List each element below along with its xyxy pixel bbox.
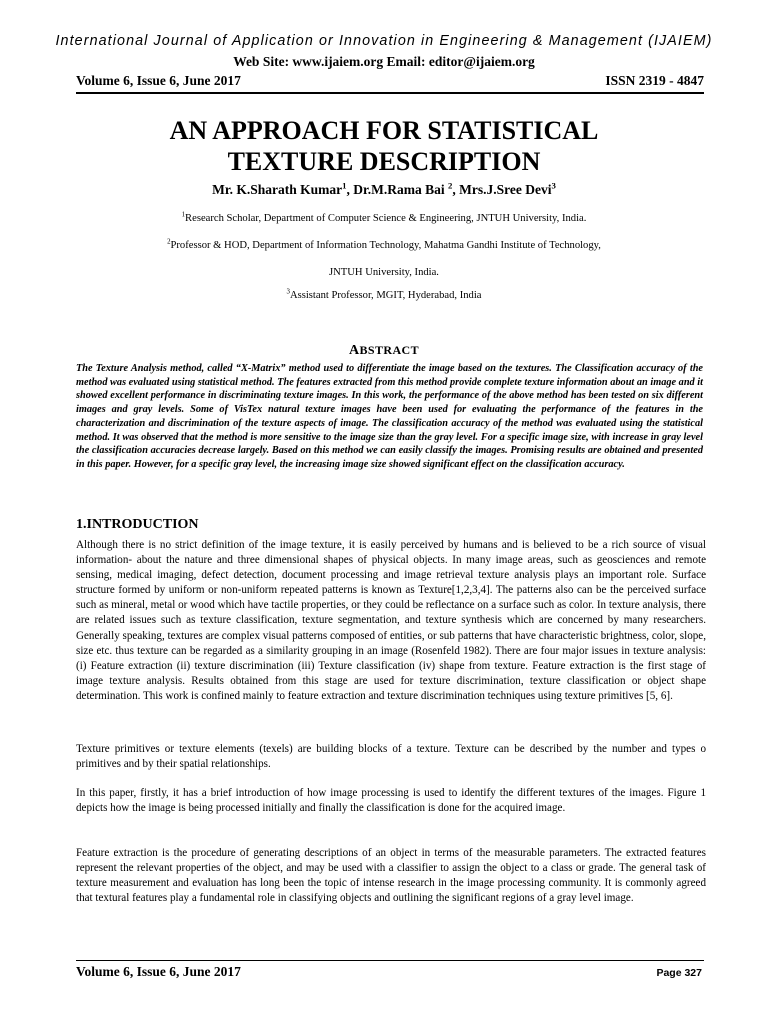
intro-paragraph-1: Although there is no strict definition of the image texture, it is easily perceived by humans and is believed to be a rich source of visual information- about the nature and three dimensional shapes of physical objects. In many image areas, such as geosciences and remote sensing, medical imaging, defect detection, document processing and image retrieval texture analysis plays an important role. Surface structure formed by uniform or non-uniform repeated patterns is known as Texture[1,2,3,4]. The patterns also can be the perceived surface such as mineral, metal or wood which have tactile properties, or they could be reflectance on a surface such as color. In texture analysis, there are related issues such as texture classification, texture segmentation, and texture synthesis which are concerned by many researchers. Generally speaking, textures are complex visual patterns composed of entities, or sub patterns that have characteristic brightness, color, slope, size etc. thus texture can be regarded as a similarity grouping in an image (Rosenfeld 1982). There are four major issues in texture analysis: (i) Feature extraction (ii) texture discrimination (iii) Texture classification (iv) shape from texture. Feature extraction is the first stage of image texture analysis. Results obtained from this stage are used for texture discrimination, texture classification or object shape determination. This work is confined mainly to feature extraction and texture discrimination techniques using texture primitives [5, 6]. (76, 539, 706, 702)
intro-paragraph-4: Feature extraction is the procedure of generating descriptions of an object in terms of the measurable parameters. The extracted features represent the relevant properties of the object, and may be used with a classifier to assign the object to a class or grade. The general task of texture measurement and evaluation has long been the topic of intense research in the image processing community. It is commonly agreed that textural features play a fundamental role in classifying objects and outlining the significant regions of a gray level image. (76, 847, 706, 905)
footer-volume: Volume 6, Issue 6, June 2017 (76, 964, 241, 979)
page-number: Page 327 (656, 967, 702, 979)
author-2: Dr.M.Rama Bai $^2$, (353, 180, 460, 197)
title-line-1: AN APPROACH FOR STATISTICAL (169, 116, 599, 145)
journal-name: International Journal of Application or Innovation in Engineering & Management (IJAIEM) (55, 33, 713, 49)
author-1: Mr. K.Sharath Kumar$^1$, (212, 180, 354, 197)
journal-website-email: Web Site: www.ijaiem.org Email: editor@ijaiem.org (233, 54, 535, 69)
section-heading-introduction: 1.INTRODUCTION (76, 517, 199, 532)
intro-paragraph-3: In this paper, firstly, it has a brief introduction of how image processing is used to identify the different textures of the images. Figure 1 depicts how the image is being processed initially and finally the classification is done for the acquired image. (76, 787, 706, 815)
abstract-text: The Texture Analysis method, called “X-Matrix” method used to differentiate the image based on the textures. The Classification accuracy of the method was evaluated using statistical method. The features extracted from this method provide complete texture information about an image and it showed excellent performance in discriminating texture images. In this work, the performance of the above method has been tested on six different images and gray levels. Some of VisTex natural texture images have been used for evaluating the performance of the features in the characterization and discrimination of the texture aspects of image. The classification accuracy of the method was evaluated using the statistical method. It was observed that the method is more sensitive to the image size than the gray level. For a specific image size, with increase in gray level the classification accuracies decrease largely. Based on this method we can easily classify the images. Promising results are obtained and presented in this paper. However, for a specific gray level, the increasing image size showed significant effect on the classification accuracy. (76, 363, 703, 470)
author-3: Mrs.J.Sree Devi$^3$ (459, 180, 556, 197)
affiliation-2: $^2$Professor & HOD, Department of Information Technology, Mahatma Gandhi Institute of Technology, (167, 238, 601, 251)
affiliation-3: $^3$Assistant Professor, MGIT, Hyderabad, India (286, 288, 482, 301)
header-volume: Volume 6, Issue 6, June 2017 (76, 73, 241, 88)
author-list (0, 182, 768, 198)
paper-title (0, 115, 768, 177)
intro-paragraph-2: Texture primitives or texture elements (texels) are building blocks of a texture. Texture can be described by the number and types o primitives and by their spatial relationships. (76, 743, 706, 771)
title-line-2: TEXTURE DESCRIPTION (227, 147, 541, 176)
header-issn: ISSN 2319 - 4847 (605, 73, 704, 88)
affiliation-2-continued: JNTUH University, India. (329, 267, 439, 278)
footer-rule (76, 960, 704, 961)
header-rule (76, 92, 704, 94)
abstract-heading: ABSTRACT (349, 343, 419, 358)
affiliation-1: $^1$Research Scholar, Department of Computer Science & Engineering, JNTUH University, India. (181, 211, 587, 224)
